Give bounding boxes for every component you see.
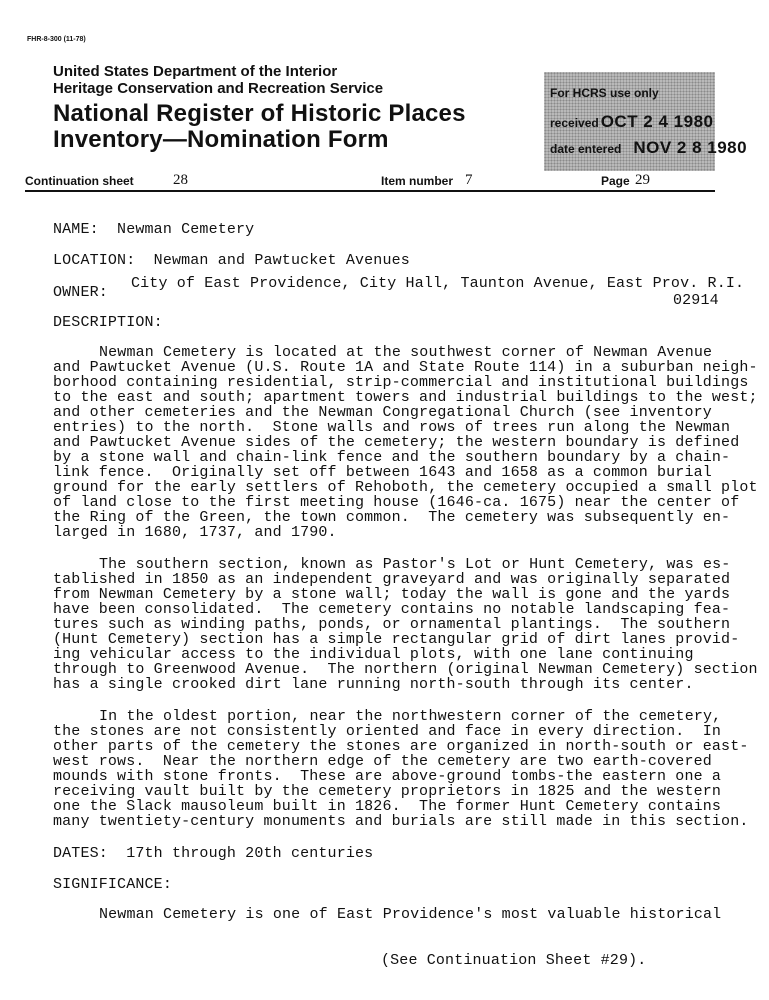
paragraph-line: tures such as winding paths, ponds, or ornamental plantings. The southern — [53, 616, 731, 633]
paragraph-line: tablished in 1850 as an independent graveyard and was originally separated — [53, 571, 731, 588]
dates-line: DATES: 17th through 20th centuries — [53, 845, 374, 862]
name-line: NAME: Newman Cemetery — [53, 221, 255, 238]
paragraph-line: entries) to the north. Stone walls and rows of trees run along the Newman — [53, 419, 731, 436]
paragraph-line: through to Greenwood Avenue. The northern (original Newman Cemetery) section — [53, 661, 758, 678]
hcrs-box-title: For HCRS use only — [550, 86, 659, 100]
paragraph-line: has a single crooked dirt lane running north-south through its center. — [53, 676, 694, 693]
paragraph-line: Newman Cemetery is located at the southwest corner of Newman Avenue — [99, 344, 713, 361]
paragraph-line: one the Slack mausoleum built in 1826. The former Hunt Cemetery contains — [53, 798, 722, 815]
item-number-value: 7 — [465, 172, 473, 188]
paragraph-line: larged in 1680, 1737, and 1790. — [53, 524, 337, 541]
page-label: Page — [601, 174, 630, 188]
paragraph-line: and Pawtucket Avenue sides of the cemetery; the western boundary is defined — [53, 434, 740, 451]
significance-heading: SIGNIFICANCE: — [53, 876, 172, 893]
paragraph-line: the Ring of the Green, the town common. The cemetery was subsequently en- — [53, 509, 731, 526]
paragraph-line: (Hunt Cemetery) section has a simple rectangular grid of dirt lanes provid- — [53, 631, 740, 648]
paragraph-line: west rows. Near the northern edge of the cemetery are two earth-covered — [53, 753, 712, 770]
owner-value-line: City of East Providence, City Hall, Taunton Avenue, East Prov. R.I. — [131, 275, 745, 292]
paragraph-line: of land close to the first meeting house (1646-ca. 1675) near the center of — [53, 494, 740, 511]
location-line: LOCATION: Newman and Pawtucket Avenues — [53, 252, 410, 269]
entered-date-stamp: NOV 2 8 1980 — [633, 138, 748, 157]
paragraph-line: many twentiety-century monuments and burials are still made in this section. — [53, 813, 749, 830]
form-code: FHR-8-300 (11-78) — [27, 36, 86, 43]
owner-label: OWNER: — [53, 284, 108, 301]
paragraph-line: and Pawtucket Avenue (U.S. Route 1A and State Route 114) in a suburban neigh- — [53, 359, 758, 376]
received-label: received — [550, 116, 599, 130]
date-entered-label: date entered — [550, 142, 622, 156]
paragraph-line: mounds with stone fronts. These are above-ground tombs-the eastern one a — [53, 768, 722, 785]
paragraph-line: ground for the early settlers of Rehoboth, the cemetery occupied a small plot — [53, 479, 758, 496]
continuation-note: (See Continuation Sheet #29). — [381, 952, 647, 969]
page-value: 29 — [635, 172, 650, 188]
continuation-sheet-value: 28 — [173, 172, 188, 188]
paragraph-line: borhood containing residential, strip-commercial and institutional buildings — [53, 374, 749, 391]
paragraph-line: the stones are not consistently oriented and face in every direction. In — [53, 723, 722, 740]
service-name: Heritage Conservation and Recreation Service — [53, 80, 384, 97]
form-title-line-2: Inventory—Nomination Form — [53, 126, 389, 153]
paragraph-line: to the east and south; apartment towers and industrial buildings to the west; — [53, 389, 758, 406]
paragraph-line: receiving vault built by the cemetery proprietors in 1825 and the western — [53, 783, 722, 800]
paragraph-line: other parts of the cemetery the stones are organized in north-south or east- — [53, 738, 749, 755]
paragraph-line: The southern section, known as Pastor's Lot or Hunt Cemetery, was es- — [99, 556, 731, 573]
significance-line: Newman Cemetery is one of East Providence's most valuable historical — [99, 906, 722, 923]
paragraph-line: have been consolidated. The cemetery contains no notable landscaping fea- — [53, 601, 731, 618]
received-date-stamp: OCT 2 4 1980 — [600, 112, 714, 131]
description-heading: DESCRIPTION: — [53, 314, 163, 331]
owner-zip: 02914 — [673, 292, 719, 309]
form-title-line-1: National Register of Historic Places — [53, 100, 466, 127]
continuation-sheet-label: Continuation sheet — [25, 174, 134, 188]
paragraph-line: link fence. Originally set off between 1643 and 1658 as a common burial — [53, 464, 712, 481]
paragraph-line: by a stone wall and chain-link fence and the southern boundary by a chain- — [53, 449, 731, 466]
paragraph-line: and other cemeteries and the Newman Congregational Church (see inventory — [53, 404, 712, 421]
paragraph-line: In the oldest portion, near the northwestern corner of the cemetery, — [99, 708, 722, 725]
paragraph-line: ing vehicular access to the individual plots, with one lane continuing — [53, 646, 694, 663]
item-number-label: Item number — [381, 174, 454, 188]
paragraph-line: from Newman Cemetery by a stone wall; today the wall is gone and the yards — [53, 586, 731, 603]
department-name: United States Department of the Interior — [53, 63, 338, 80]
